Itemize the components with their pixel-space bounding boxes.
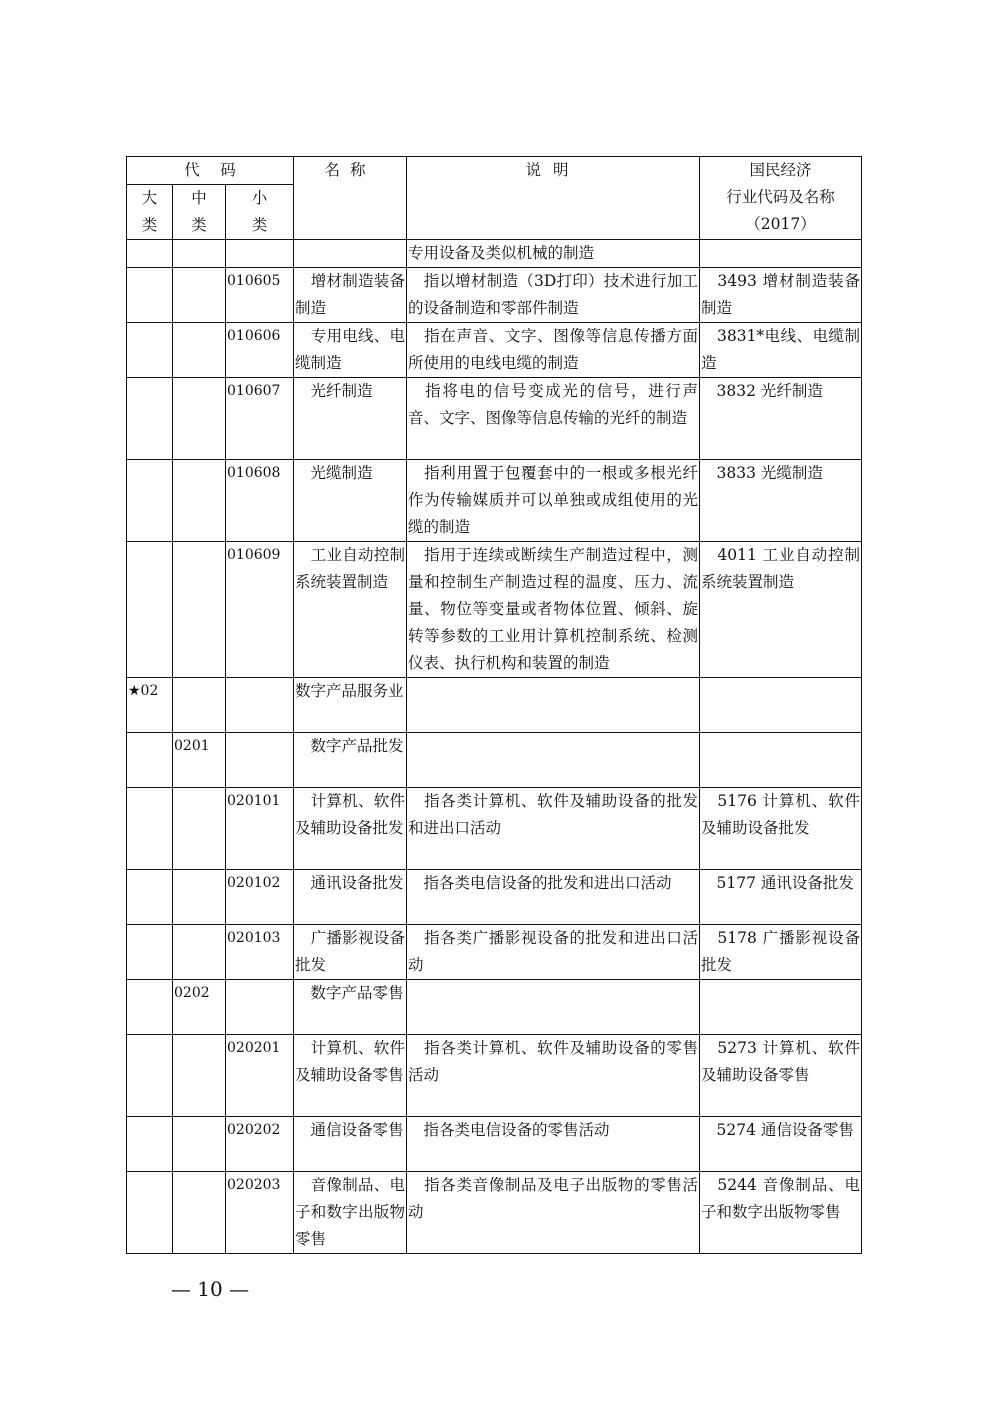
cell-desc: 指各类计算机、软件及辅助设备的批发和进出口活动	[407, 788, 700, 870]
cell-zhong	[173, 378, 226, 460]
cell-da	[127, 460, 173, 542]
header-code: 代 码	[127, 157, 294, 185]
cell-zhong	[173, 1117, 226, 1172]
cell-desc: 指各类计算机、软件及辅助设备的零售活动	[407, 1035, 700, 1117]
table-row	[127, 980, 862, 1035]
cell-da	[127, 240, 173, 268]
table-row	[127, 323, 862, 378]
cell-xiao	[226, 980, 294, 1035]
table-row	[127, 788, 862, 870]
cell-industry: 5176 计算机、软件及辅助设备批发	[700, 788, 862, 870]
cell-da	[127, 1117, 173, 1172]
cell-xiao	[226, 678, 294, 733]
cell-desc	[407, 733, 700, 788]
cell-desc: 指各类电信设备的零售活动	[407, 1117, 700, 1172]
cell-industry: 5178 广播影视设备批发	[700, 925, 862, 980]
cell-industry	[700, 678, 862, 733]
cell-desc: 指在声音、文字、图像等信息传播方面所使用的电线电缆的制造	[407, 323, 700, 378]
cell-name: 通信设备零售	[294, 1117, 407, 1172]
cell-xiao: 010608	[226, 460, 294, 542]
header-name: 名称	[294, 157, 407, 240]
cell-desc: 指各类电信设备的批发和进出口活动	[407, 870, 700, 925]
cell-zhong: 0201	[173, 733, 226, 788]
cell-da	[127, 788, 173, 870]
cell-xiao: 020103	[226, 925, 294, 980]
cell-zhong	[173, 460, 226, 542]
cell-name: 数字产品零售	[294, 980, 407, 1035]
cell-zhong	[173, 925, 226, 980]
header-description: 说明	[407, 157, 700, 240]
cell-xiao: 010609	[226, 542, 294, 678]
cell-xiao: 010606	[226, 323, 294, 378]
cell-name: 通讯设备批发	[294, 870, 407, 925]
table-row	[127, 1117, 862, 1172]
cell-xiao	[226, 733, 294, 788]
cell-zhong	[173, 788, 226, 870]
cell-da	[127, 1172, 173, 1254]
table-row	[127, 542, 862, 678]
cell-name: 数字产品服务业	[294, 678, 407, 733]
cell-da	[127, 1035, 173, 1117]
header-da: 大 类	[127, 185, 173, 240]
cell-xiao: 020201	[226, 1035, 294, 1117]
cell-zhong	[173, 240, 226, 268]
table-row	[127, 460, 862, 542]
cell-desc: 指用于连续或断续生产制造过程中，测量和控制生产制造过程的温度、压力、流量、物位等变量或者物体位置、倾斜、旋转等参数的工业用计算机控制系统、检测仪表、执行机构和装置的制造	[407, 542, 700, 678]
cell-zhong	[173, 268, 226, 323]
cell-name: 音像制品、电子和数字出版物零售	[294, 1172, 407, 1254]
cell-da	[127, 542, 173, 678]
cell-industry: 5244 音像制品、电子和数字出版物零售	[700, 1172, 862, 1254]
cell-desc: 指将电的信号变成光的信号，进行声音、文字、图像等信息传输的光纤的制造	[407, 378, 700, 460]
cell-name: 光缆制造	[294, 460, 407, 542]
cell-xiao: 010605	[226, 268, 294, 323]
cell-name: 光纤制造	[294, 378, 407, 460]
cell-zhong	[173, 1035, 226, 1117]
cell-industry	[700, 733, 862, 788]
cell-desc: 指利用置于包覆套中的一根或多根光纤作为传输媒质并可以单独或成组使用的光缆的制造	[407, 460, 700, 542]
table-row	[127, 240, 862, 268]
header-industry-line2: 行业代码及名称	[726, 188, 835, 206]
table-row	[127, 1172, 862, 1254]
page-number: — 10 —	[170, 1277, 250, 1301]
cell-desc: 指各类广播影视设备的批发和进出口活动	[407, 925, 700, 980]
cell-industry: 3833 光缆制造	[700, 460, 862, 542]
cell-da	[127, 268, 173, 323]
table-row	[127, 870, 862, 925]
cell-zhong	[173, 678, 226, 733]
cell-da	[127, 925, 173, 980]
cell-name: 数字产品批发	[294, 733, 407, 788]
table-row	[127, 268, 862, 323]
table-row	[127, 678, 862, 733]
cell-name: 计算机、软件及辅助设备批发	[294, 788, 407, 870]
cell-name: 广播影视设备批发	[294, 925, 407, 980]
cell-industry: 5273 计算机、软件及辅助设备零售	[700, 1035, 862, 1117]
cell-zhong: 0202	[173, 980, 226, 1035]
cell-da	[127, 870, 173, 925]
cell-industry: 5177 通讯设备批发	[700, 870, 862, 925]
cell-industry: 5274 通信设备零售	[700, 1117, 862, 1172]
cell-name: 计算机、软件及辅助设备零售	[294, 1035, 407, 1117]
cell-da: ★02	[127, 678, 173, 733]
cell-xiao: 020102	[226, 870, 294, 925]
cell-zhong	[173, 542, 226, 678]
table-row	[127, 1035, 862, 1117]
cell-industry	[700, 240, 862, 268]
cell-desc: 指以增材制造（3D打印）技术进行加工的设备制造和零部件制造	[407, 268, 700, 323]
table-row	[127, 925, 862, 980]
cell-xiao: 020203	[226, 1172, 294, 1254]
header-industry	[700, 157, 862, 240]
table-row	[127, 378, 862, 460]
header-zhong: 中 类	[173, 185, 226, 240]
cell-industry: 3493 增材制造装备制造	[700, 268, 862, 323]
cell-da	[127, 980, 173, 1035]
cell-desc: 专用设备及类似机械的制造	[407, 240, 700, 268]
cell-zhong	[173, 870, 226, 925]
cell-zhong	[173, 1172, 226, 1254]
cell-name: 增材制造装备制造	[294, 268, 407, 323]
cell-industry: 3831*电线、电缆制造	[700, 323, 862, 378]
cell-da	[127, 323, 173, 378]
cell-desc: 指各类音像制品及电子出版物的零售活动	[407, 1172, 700, 1254]
cell-industry	[700, 980, 862, 1035]
cell-name: 专用电线、电缆制造	[294, 323, 407, 378]
cell-xiao: 020101	[226, 788, 294, 870]
cell-desc	[407, 980, 700, 1035]
cell-name: 工业自动控制系统装置制造	[294, 542, 407, 678]
classification-table	[126, 156, 862, 1254]
cell-name	[294, 240, 407, 268]
cell-da	[127, 733, 173, 788]
cell-industry: 3832 光纤制造	[700, 378, 862, 460]
table-row	[127, 733, 862, 788]
header-industry-line3: （2017）	[745, 215, 816, 233]
cell-xiao: 020202	[226, 1117, 294, 1172]
cell-industry: 4011 工业自动控制系统装置制造	[700, 542, 862, 678]
cell-zhong	[173, 323, 226, 378]
header-xiao: 小 类	[226, 185, 294, 240]
cell-xiao: 010607	[226, 378, 294, 460]
header-industry-line1: 国民经济	[749, 161, 812, 179]
cell-xiao	[226, 240, 294, 268]
cell-da	[127, 378, 173, 460]
cell-desc	[407, 678, 700, 733]
